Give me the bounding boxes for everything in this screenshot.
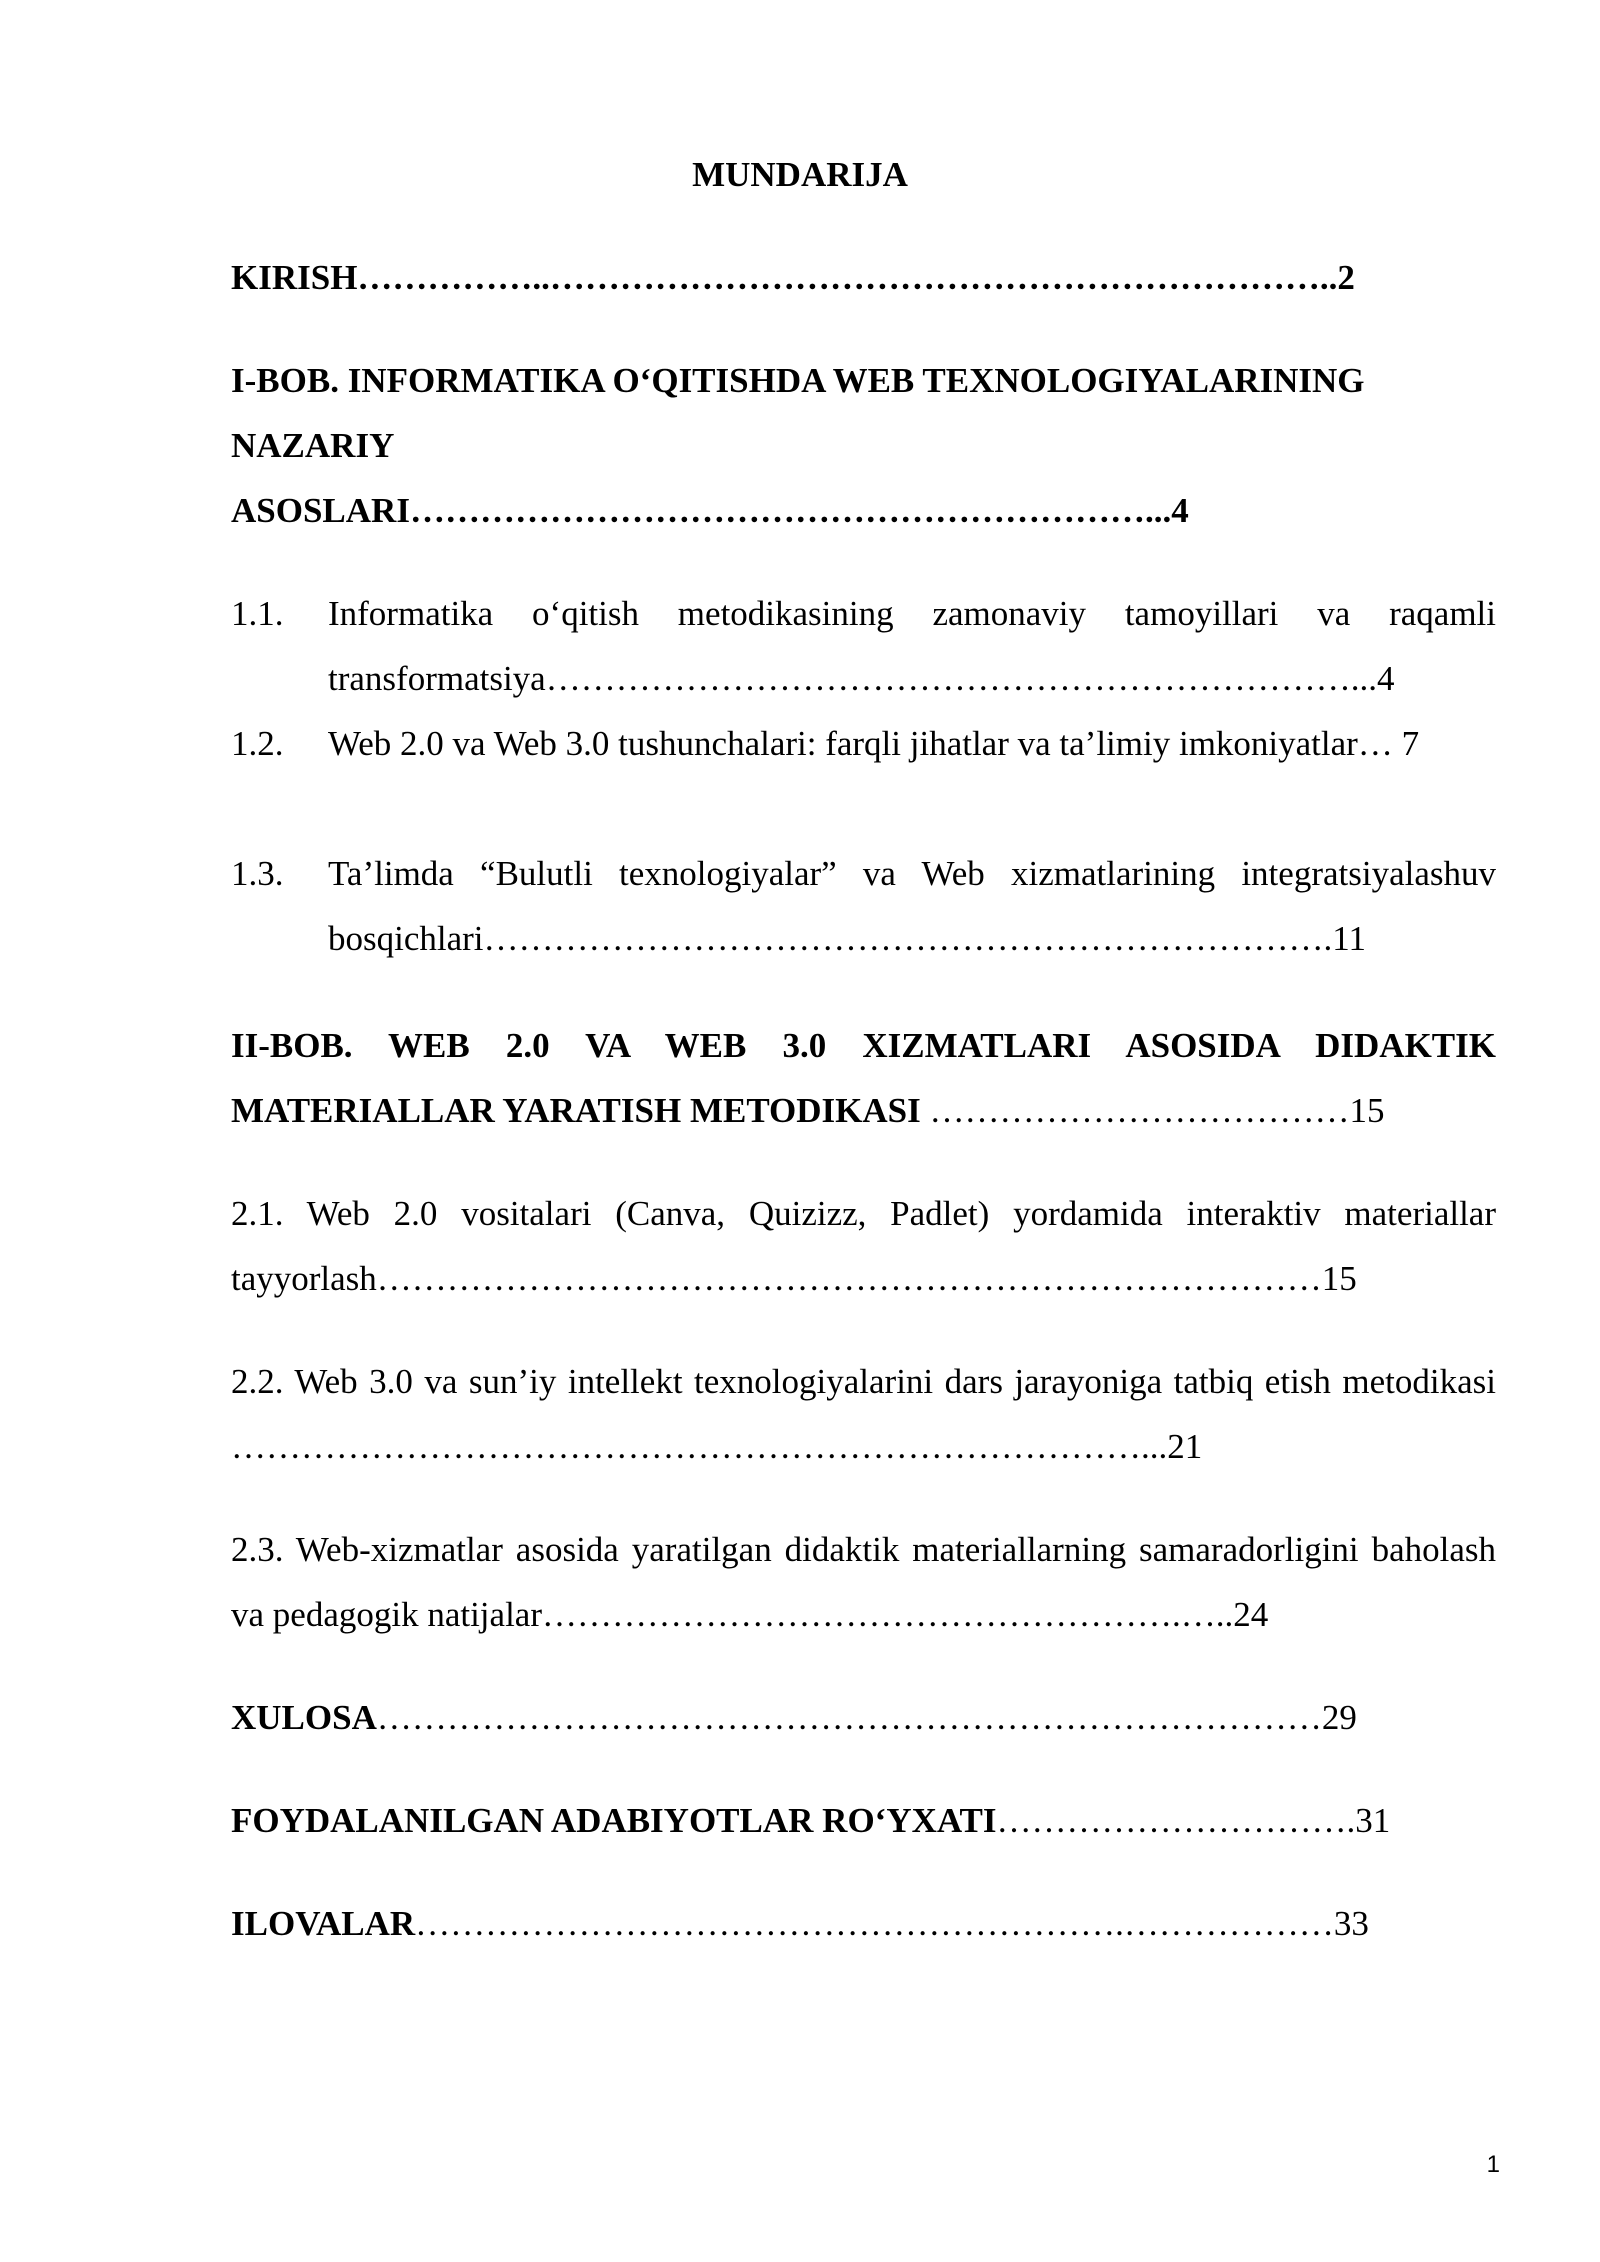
toc-entry-bob2-title: II-BOB. WEB 2.0 VA WEB 3.0 XIZMATLARI ASOSIDA DIDAKTIK MATERIALLAR YARATISH METODIKASI xyxy=(231,1026,1496,1130)
page-number: 1 xyxy=(1486,2151,1500,2178)
toc-entry-ilovalar xyxy=(231,1891,1496,1956)
toc-number-1-3: 1.3. xyxy=(231,854,284,893)
toc-number-1-1: 1.1. xyxy=(231,594,284,633)
toc-entry-xulosa xyxy=(231,1685,1496,1750)
toc-entry-bob1-line2: NAZARIY xyxy=(231,426,395,465)
toc-entry-2-2: 2.2. Web 3.0 va sun’iy intellekt texnologiyalarini dars jarayoniga tatbiq etish metodikasi ……………………………………………………………………...21 xyxy=(231,1362,1496,1466)
toc-entry-2-3: 2.3. Web-xizmatlar asosida yaratilgan didaktik materiallarning samaradorligini baholash va pedagogik natijalar……………………………………………….…..24 xyxy=(231,1530,1496,1634)
toc-entry-xulosa-dots: ………………………………………………………………………29 xyxy=(376,1698,1357,1737)
toc-entry-bob2-dots: ………………………………15 xyxy=(920,1091,1385,1130)
toc-entry-2-1: 2.1. Web 2.0 vositalari (Canva, Quizizz, Padlet) yordamida interaktiv materiallar tayyorlash………………………………………………………………………15 xyxy=(231,1194,1496,1298)
toc-entry-adabiyotlar xyxy=(231,1788,1496,1853)
toc-number-1-2: 1.2. xyxy=(231,724,284,763)
toc-entry-xulosa-label: XULOSA xyxy=(231,1698,377,1737)
toc-entry-1-3: Ta’limda “Bulutli texnologiyalar” va Web xizmatlarining integratsiyalashuv bosqichlari……………………………………………………………….11 xyxy=(328,854,1496,958)
toc-entry-1-2: Web 2.0 va Web 3.0 tushunchalari: farqli jihatlar va ta’limiy imkoniyatlar… 7 xyxy=(328,724,1420,763)
toc-entry-bob1-line3: ASOSLARI………………………………………………………...4 xyxy=(231,491,1189,530)
toc-entry-ilovalar-dots: …………………………………………………….………………33 xyxy=(415,1904,1369,1943)
toc-entry-bob1-line1: I-BOB. INFORMATIKA O‘QITISHDA WEB TEXNOLOGIYALARINING xyxy=(231,361,1365,400)
toc-entry-1-1: Informatika o‘qitish metodikasining zamonaviy tamoyillari va raqamli transformatsiya……………………………………………………………...4 xyxy=(328,594,1496,698)
toc-entry-adabiyotlar-dots: ………………………….31 xyxy=(996,1801,1391,1840)
toc-entry-ilovalar-label: ILOVALAR xyxy=(231,1904,416,1943)
toc-entry-bob2 xyxy=(231,1013,1496,1143)
toc-entry-kirish: KIRISH……………..…………………………………………………………..2 xyxy=(231,258,1355,297)
toc-title: MUNDARIJA xyxy=(692,155,908,194)
toc-entry-adabiyotlar-label: FOYDALANILGAN ADABIYOTLAR RO‘YXATI xyxy=(231,1801,997,1840)
